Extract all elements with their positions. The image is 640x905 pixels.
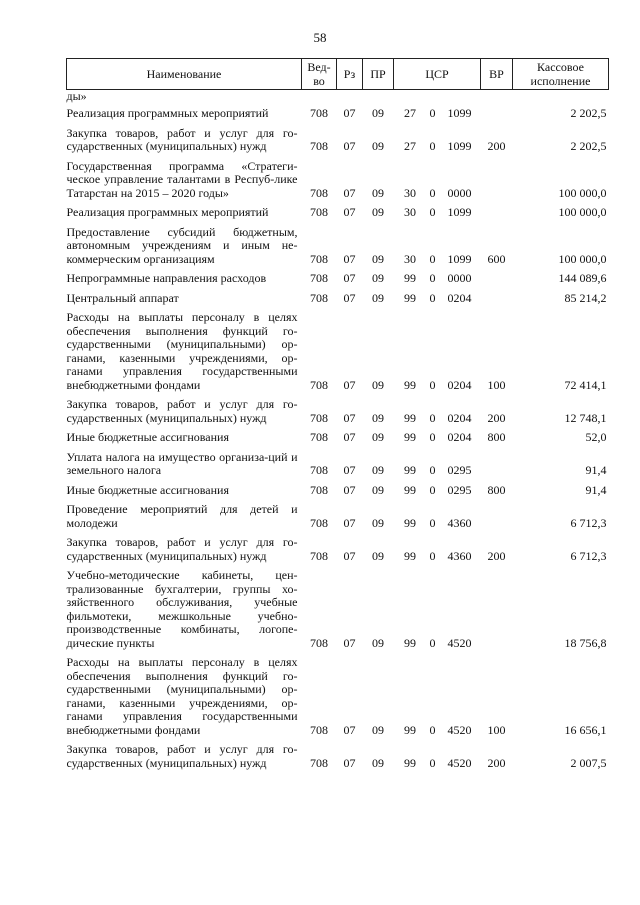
row-pr: 09 bbox=[372, 722, 384, 737]
row-csr-direction: 4360 bbox=[447, 515, 472, 530]
row-rz: 07 bbox=[343, 548, 356, 563]
row-rz: 07 bbox=[343, 410, 356, 425]
row-name: Закупка товаров, работ и услуг для го-сударственных (муниципальных) нужд bbox=[66, 535, 298, 563]
row-ved: 708 bbox=[310, 755, 328, 770]
row-csr-program: 27 bbox=[404, 106, 416, 120]
row-pr: 09 bbox=[372, 635, 384, 650]
row-csr-program: 99 bbox=[404, 463, 416, 477]
row-ved: 708 bbox=[310, 482, 328, 497]
row-rz: 07 bbox=[343, 185, 356, 200]
row-name: Предоставление субсидий бюджетным, автономным учреждениям и иным не-коммерческим организациям bbox=[66, 224, 298, 266]
table-row bbox=[67, 223, 609, 270]
row-pr: 09 bbox=[372, 290, 384, 305]
row-csr-direction: 4360 bbox=[447, 548, 472, 563]
row-ved: 708 bbox=[310, 139, 328, 153]
row-amount: 100 000,0 bbox=[558, 185, 607, 200]
row-csr-program: 99 bbox=[404, 290, 416, 305]
row-csr-subprogram: 0 bbox=[429, 635, 436, 650]
row-ved: 708 bbox=[310, 635, 328, 650]
table-row bbox=[67, 124, 609, 157]
row-csr-subprogram: 0 bbox=[429, 290, 436, 305]
row-csr-direction: 0295 bbox=[447, 463, 472, 477]
row-csr-direction: 1099 bbox=[447, 106, 472, 120]
row-csr-direction: 0000 bbox=[447, 185, 472, 200]
row-amount: 18 756,8 bbox=[564, 635, 607, 650]
row-ved: 708 bbox=[310, 271, 328, 285]
row-pr: 09 bbox=[372, 430, 384, 444]
row-pr: 09 bbox=[372, 139, 384, 153]
row-csr-subprogram: 0 bbox=[429, 185, 436, 200]
row-pr: 09 bbox=[372, 755, 384, 770]
row-amount: 6 712,3 bbox=[570, 515, 607, 530]
row-name: Непрограммные направления расходов bbox=[66, 271, 267, 285]
row-name: Закупка товаров, работ и услуг для го-сударственных (муниципальных) нужд bbox=[66, 742, 298, 770]
row-amount: 52,0 bbox=[585, 430, 607, 444]
table-header-row bbox=[67, 59, 609, 90]
row-amount: 100 000,0 bbox=[558, 251, 607, 266]
row-csr-subprogram: 0 bbox=[429, 430, 436, 444]
header-amount-line2: исполнение bbox=[530, 74, 591, 88]
row-csr-subprogram: 0 bbox=[429, 106, 436, 120]
table-row bbox=[67, 104, 609, 124]
row-rz: 07 bbox=[343, 139, 356, 153]
row-rz: 07 bbox=[343, 515, 356, 530]
row-vr bbox=[481, 566, 513, 653]
row-vr: 800 bbox=[487, 482, 506, 497]
row-rz: 07 bbox=[343, 463, 356, 477]
row-csr-program: 99 bbox=[404, 548, 416, 563]
row-amount: 100 000,0 bbox=[558, 205, 607, 219]
row-pr: 09 bbox=[372, 251, 384, 266]
row-csr-program: 99 bbox=[404, 482, 416, 497]
row-csr-subprogram: 0 bbox=[429, 722, 436, 737]
header-ved bbox=[302, 59, 337, 90]
row-ved: 708 bbox=[310, 106, 328, 120]
row-name: Уплата налога на имущество организа-ций и земельного налога bbox=[66, 449, 298, 477]
table-row bbox=[67, 289, 609, 309]
row-csr-program: 99 bbox=[404, 722, 416, 737]
row-ved: 708 bbox=[310, 185, 328, 200]
row-rz: 07 bbox=[343, 251, 356, 266]
row-ved: 708 bbox=[310, 722, 328, 737]
row-name: Центральный аппарат bbox=[66, 290, 179, 305]
row-name: Расходы на выплаты персоналу в целях обеспечения выполнения функций го-сударственными (муниципальными) ор-ганами, казенными учреждениями, ор-ганами управления государственными внебюджетными фондами bbox=[66, 310, 298, 392]
row-pr: 09 bbox=[372, 463, 384, 477]
row-csr-program: 99 bbox=[404, 410, 416, 425]
row-ved: 708 bbox=[310, 205, 328, 219]
row-vr bbox=[481, 269, 513, 289]
row-amount: 72 414,1 bbox=[564, 377, 607, 392]
row-name: Иные бюджетные ассигнования bbox=[66, 430, 229, 444]
row-csr-subprogram: 0 bbox=[429, 548, 436, 563]
continuation-text: ды» bbox=[66, 89, 87, 103]
row-rz: 07 bbox=[343, 106, 356, 120]
row-ved: 708 bbox=[310, 377, 328, 392]
row-amount: 12 748,1 bbox=[564, 410, 607, 425]
row-csr-direction: 0204 bbox=[447, 290, 472, 305]
row-pr: 09 bbox=[372, 515, 384, 530]
row-ved: 708 bbox=[310, 515, 328, 530]
row-vr: 200 bbox=[487, 755, 506, 770]
row-amount: 2 202,5 bbox=[570, 106, 607, 120]
table-row bbox=[67, 269, 609, 289]
table-row bbox=[67, 653, 609, 740]
header-csr: ЦСР bbox=[394, 59, 481, 90]
row-csr-direction: 0295 bbox=[447, 482, 472, 497]
table-row bbox=[67, 533, 609, 566]
continuation-row bbox=[67, 90, 609, 105]
budget-table bbox=[66, 58, 609, 773]
row-vr bbox=[481, 104, 513, 124]
row-csr-program: 99 bbox=[404, 515, 416, 530]
row-amount: 2 202,5 bbox=[570, 139, 607, 153]
table-row bbox=[67, 500, 609, 533]
row-ved: 708 bbox=[310, 548, 328, 563]
table-row bbox=[67, 740, 609, 773]
row-csr-program: 99 bbox=[404, 635, 416, 650]
row-csr-subprogram: 0 bbox=[429, 410, 436, 425]
row-rz: 07 bbox=[343, 271, 356, 285]
row-csr-subprogram: 0 bbox=[429, 482, 436, 497]
row-name: Закупка товаров, работ и услуг для го-сударственных (муниципальных) нужд bbox=[66, 397, 298, 425]
row-amount: 85 214,2 bbox=[564, 290, 607, 305]
row-name: Иные бюджетные ассигнования bbox=[66, 482, 229, 497]
row-pr: 09 bbox=[372, 185, 384, 200]
row-amount: 91,4 bbox=[585, 463, 607, 477]
table-row bbox=[67, 203, 609, 223]
header-amount-line1: Кассовое bbox=[537, 60, 584, 74]
row-csr-direction: 1099 bbox=[447, 205, 472, 219]
row-rz: 07 bbox=[343, 377, 356, 392]
table-row bbox=[67, 448, 609, 481]
row-csr-subprogram: 0 bbox=[429, 755, 436, 770]
row-vr: 800 bbox=[487, 430, 506, 444]
row-ved: 708 bbox=[310, 251, 328, 266]
row-vr bbox=[481, 157, 513, 204]
row-csr-subprogram: 0 bbox=[429, 515, 436, 530]
row-vr bbox=[481, 203, 513, 223]
row-rz: 07 bbox=[343, 755, 356, 770]
row-amount: 91,4 bbox=[585, 482, 607, 497]
row-rz: 07 bbox=[343, 482, 356, 497]
row-name: Проведение мероприятий для детей и молодежи bbox=[66, 502, 298, 530]
row-csr-program: 99 bbox=[404, 271, 416, 285]
row-pr: 09 bbox=[372, 271, 384, 285]
table-row bbox=[67, 157, 609, 204]
row-vr: 100 bbox=[487, 722, 506, 737]
header-amount bbox=[513, 59, 609, 90]
row-vr bbox=[481, 500, 513, 533]
row-vr bbox=[481, 448, 513, 481]
row-ved: 708 bbox=[310, 290, 328, 305]
row-csr-program: 99 bbox=[404, 430, 416, 444]
row-csr-program: 27 bbox=[404, 139, 416, 153]
row-rz: 07 bbox=[343, 290, 356, 305]
row-rz: 07 bbox=[343, 205, 356, 219]
row-vr: 600 bbox=[487, 251, 506, 266]
row-pr: 09 bbox=[372, 377, 384, 392]
row-csr-direction: 1099 bbox=[447, 251, 472, 266]
row-csr-subprogram: 0 bbox=[429, 463, 436, 477]
row-name: Закупка товаров, работ и услуг для го-сударственных (муниципальных) нужд bbox=[66, 125, 298, 153]
row-ved: 708 bbox=[310, 463, 328, 477]
row-csr-program: 30 bbox=[404, 205, 416, 219]
table-row bbox=[67, 481, 609, 501]
row-amount: 16 656,1 bbox=[564, 722, 607, 737]
row-vr: 100 bbox=[487, 377, 506, 392]
row-vr: 200 bbox=[487, 548, 506, 563]
row-csr-direction: 1099 bbox=[447, 139, 472, 153]
row-rz: 07 bbox=[343, 430, 356, 444]
row-vr: 200 bbox=[487, 139, 506, 153]
header-pr: ПР bbox=[363, 59, 394, 90]
row-amount: 144 089,6 bbox=[558, 271, 607, 285]
row-name: Государственная программа «Стратеги-ческое управление талантами в Респуб-лике Татарстан на 2015 – 2020 годы» bbox=[66, 158, 298, 200]
row-csr-direction: 4520 bbox=[447, 755, 472, 770]
row-csr-direction: 0204 bbox=[447, 430, 472, 444]
table-row bbox=[67, 395, 609, 428]
header-rz: Рз bbox=[337, 59, 363, 90]
row-name: Реализация программных мероприятий bbox=[66, 106, 269, 120]
row-csr-direction: 0204 bbox=[447, 410, 472, 425]
row-amount: 2 007,5 bbox=[570, 755, 607, 770]
row-csr-direction: 0204 bbox=[447, 377, 472, 392]
row-ved: 708 bbox=[310, 410, 328, 425]
row-csr-direction: 4520 bbox=[447, 635, 472, 650]
row-pr: 09 bbox=[372, 548, 384, 563]
row-pr: 09 bbox=[372, 106, 384, 120]
row-pr: 09 bbox=[372, 410, 384, 425]
row-csr-subprogram: 0 bbox=[429, 377, 436, 392]
table-row bbox=[67, 308, 609, 395]
row-name: Реализация программных мероприятий bbox=[66, 205, 269, 219]
row-csr-subprogram: 0 bbox=[429, 271, 436, 285]
row-csr-direction: 0000 bbox=[447, 271, 472, 285]
header-name: Наименование bbox=[67, 59, 302, 90]
row-pr: 09 bbox=[372, 482, 384, 497]
row-vr: 200 bbox=[487, 410, 506, 425]
row-csr-program: 30 bbox=[404, 251, 416, 266]
row-csr-program: 99 bbox=[404, 755, 416, 770]
table-row bbox=[67, 566, 609, 653]
row-rz: 07 bbox=[343, 635, 356, 650]
page-number: 58 bbox=[313, 30, 327, 45]
row-ved: 708 bbox=[310, 430, 328, 444]
row-csr-program: 30 bbox=[404, 185, 416, 200]
row-rz: 07 bbox=[343, 722, 356, 737]
row-name: Расходы на выплаты персоналу в целях обеспечения выполнения функций го-сударственными (муниципальными) ор-ганами, казенными учреждениями, ор-ганами управления государственными внебюджетными фондами bbox=[66, 655, 298, 737]
row-csr-direction: 4520 bbox=[447, 722, 472, 737]
header-ved-line1: Вед- bbox=[307, 60, 331, 74]
row-amount: 6 712,3 bbox=[570, 548, 607, 563]
row-csr-subprogram: 0 bbox=[429, 251, 436, 266]
row-csr-subprogram: 0 bbox=[429, 139, 436, 153]
table-row bbox=[67, 428, 609, 448]
row-vr bbox=[481, 289, 513, 309]
header-vr: ВР bbox=[481, 59, 513, 90]
row-csr-subprogram: 0 bbox=[429, 205, 436, 219]
row-pr: 09 bbox=[372, 205, 384, 219]
header-ved-line2: во bbox=[313, 74, 325, 88]
row-csr-program: 99 bbox=[404, 377, 416, 392]
row-name: Учебно-методические кабинеты, цен-трализованные бухгалтерии, группы хо-зяйственного обслуживания, учебные фильмотеки, межшкольные учебно-производственные комбинаты, логопе-дические пункты bbox=[66, 568, 298, 650]
